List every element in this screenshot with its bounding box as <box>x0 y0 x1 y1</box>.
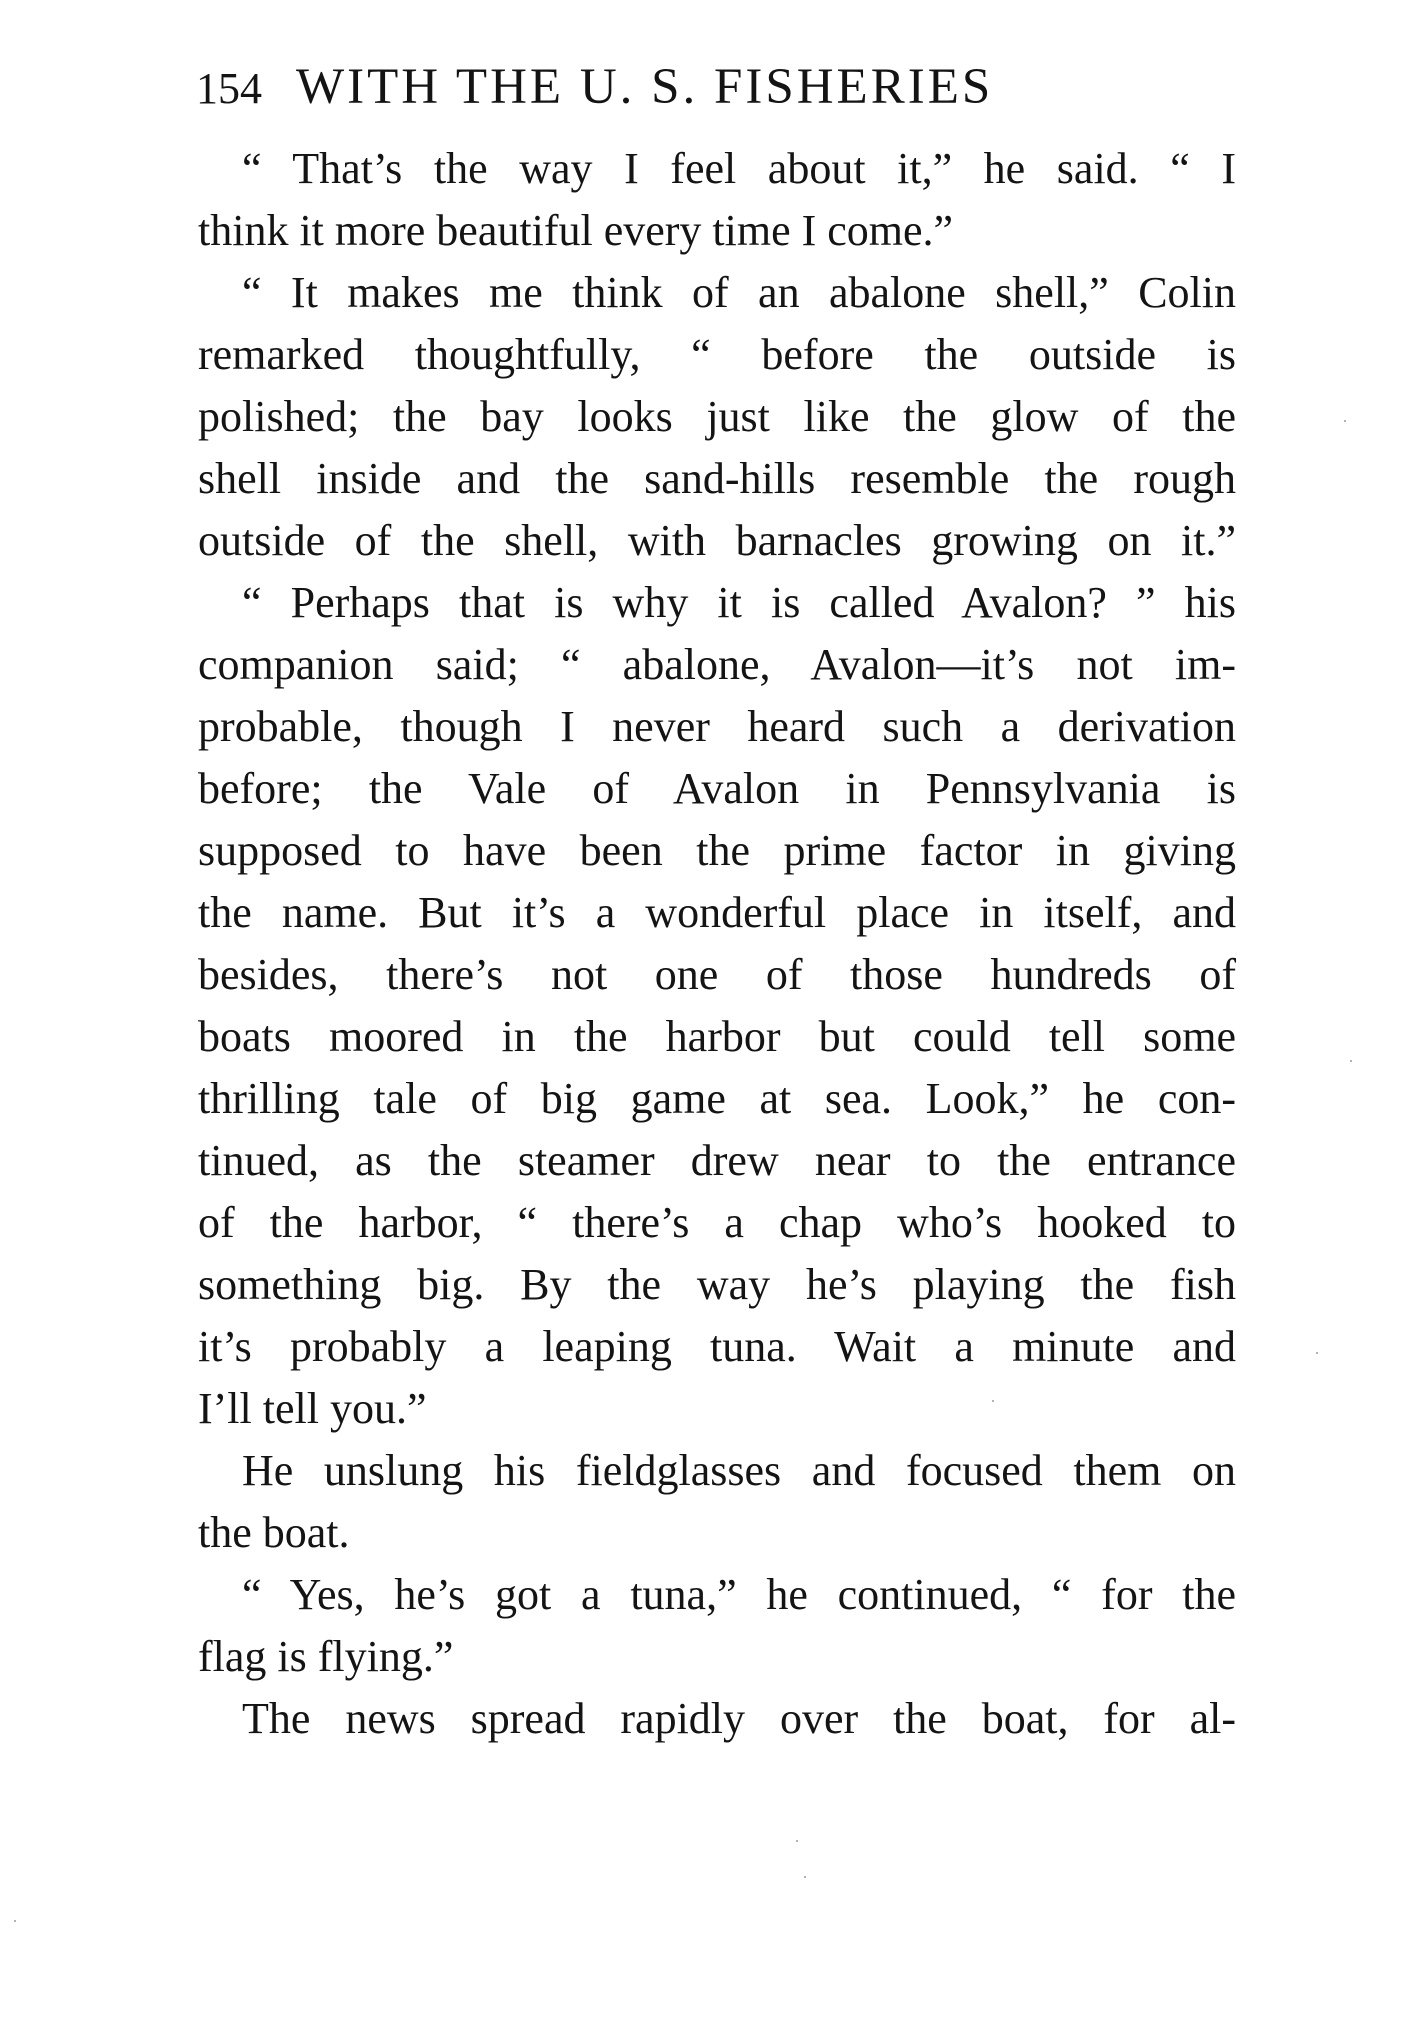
text-line: “ That’s the way I feel about it,” he said. “ I <box>242 144 1236 193</box>
text-line: it’s probably a leaping tuna. Wait a minute and <box>198 1322 1236 1371</box>
text-line: before; the Vale of Avalon in Pennsylvania is <box>198 764 1236 813</box>
paper-speck <box>804 1876 806 1878</box>
text-line: boats moored in the harbor but could tell some <box>198 1012 1236 1061</box>
text-line: flag is flying.” <box>198 1632 454 1681</box>
text-line: the name. But it’s a wonderful place in itself, and <box>198 888 1236 937</box>
paper-speck <box>992 1400 994 1402</box>
paper-speck <box>796 1840 798 1842</box>
text-line: probable, though I never heard such a derivation <box>198 702 1236 751</box>
text-line: remarked thoughtfully, “ before the outside is <box>198 330 1236 379</box>
text-line: I’ll tell you.” <box>198 1384 427 1433</box>
text-line: “ It makes me think of an abalone shell,” Colin <box>242 268 1236 317</box>
running-title: WITH THE U. S. FISHERIES <box>296 59 994 115</box>
text-line: of the harbor, “ there’s a chap who’s hooked to <box>198 1198 1236 1247</box>
text-line: thrilling tale of big game at sea. Look,” he con- <box>198 1074 1236 1123</box>
paper-speck <box>1344 420 1346 422</box>
text-line: “ Perhaps that is why it is called Avalon? ” his <box>242 578 1236 627</box>
text-line: The news spread rapidly over the boat, for al- <box>242 1694 1236 1743</box>
paper-speck <box>1350 1060 1352 1062</box>
text-line: supposed to have been the prime factor in giving <box>198 826 1236 875</box>
text-line: “ Yes, he’s got a tuna,” he continued, “ for the <box>242 1570 1236 1619</box>
text-line: outside of the shell, with barnacles growing on it.” <box>198 516 1236 565</box>
text-line: companion said; “ abalone, Avalon—it’s not im- <box>198 640 1236 689</box>
text-line: besides, there’s not one of those hundreds of <box>198 950 1236 999</box>
paper-speck <box>14 1920 16 1922</box>
text-line: the boat. <box>198 1508 350 1557</box>
page-number: 154 <box>196 64 262 113</box>
text-line: think it more beautiful every time I come.” <box>198 206 954 255</box>
text-line: shell inside and the sand-hills resemble the rough <box>198 454 1236 503</box>
text-line: tinued, as the steamer drew near to the entrance <box>198 1136 1236 1185</box>
running-head <box>196 52 1236 122</box>
text-line: polished; the bay looks just like the glow of the <box>198 392 1236 441</box>
paper-speck <box>1316 1352 1318 1354</box>
text-line: something big. By the way he’s playing the fish <box>198 1260 1236 1309</box>
text-line: He unslung his fieldglasses and focused them on <box>242 1446 1236 1495</box>
